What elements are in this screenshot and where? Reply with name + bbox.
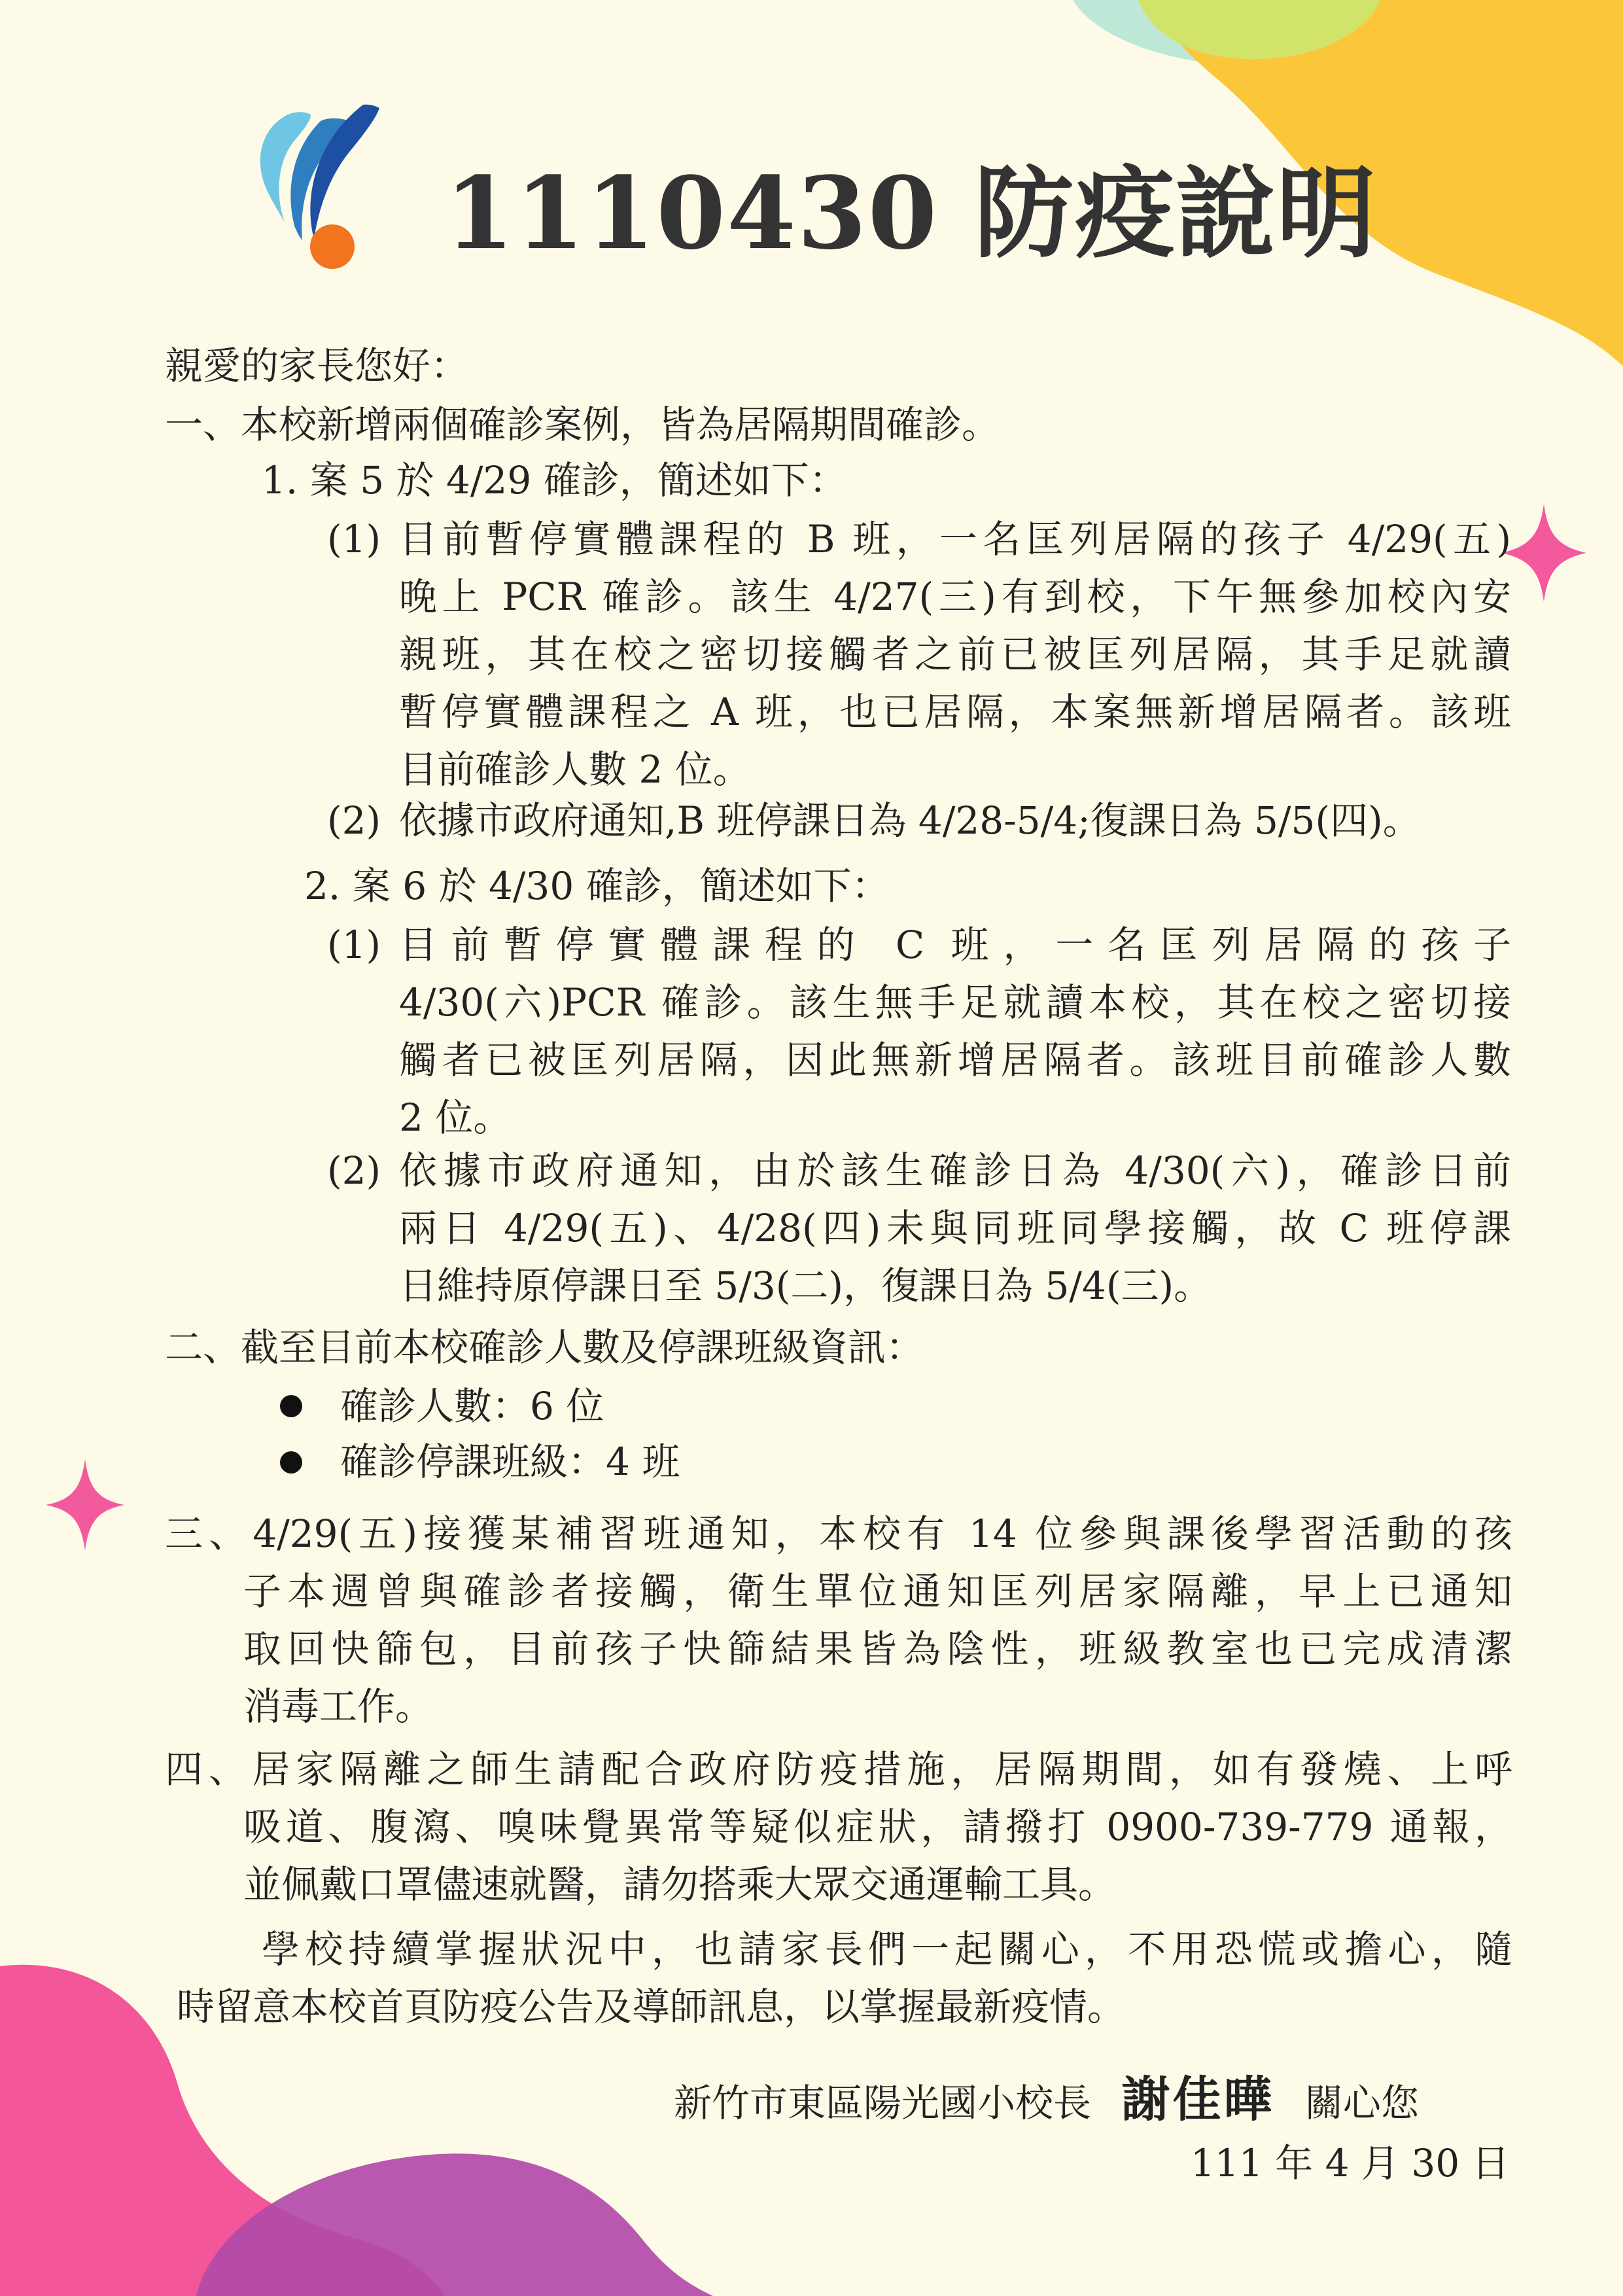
bullet-dot-icon <box>280 1395 302 1417</box>
closing-paragraph-cont: 時留意本校首頁防疫公告及導師訊息，以掌握最新疫情。 <box>177 1985 1126 2029</box>
bullet-suspended-classes: 確診停課班級：4 班 <box>340 1439 680 1484</box>
signature-date: 111 年 4 月 30 日 <box>1191 2141 1510 2185</box>
case5-item1-marker: (1) <box>327 517 381 561</box>
signature-suffix: 關心您 <box>1304 2081 1419 2125</box>
bullet-confirmed-count: 確診人數：6 位 <box>340 1384 604 1428</box>
case6-heading: 2. 案 6 於 4/30 確診，簡述如下： <box>304 864 890 908</box>
greeting: 親愛的家長您好： <box>165 344 469 388</box>
section1-heading: 一、本校新增兩個確診案例，皆為居隔期間確診。 <box>165 402 1000 447</box>
case6-item2-marker: (2) <box>327 1148 381 1193</box>
case6-item1-marker: (1) <box>327 923 381 967</box>
closing-paragraph: 學校持續掌握狀況中，也請家長們一起關心，不用恐慌或擔心，隨 <box>262 1927 1512 1971</box>
page-title: 1110430 防疫說明 <box>445 154 1378 272</box>
section4-paragraph: 四、居家隔離之師生請配合政府防疫措施，居隔期間，如有發燒、上呼 <box>165 1747 1512 1792</box>
principal-name: 謝佳曄 <box>1121 2072 1275 2128</box>
section4-paragraph-cont: 吸道、腹瀉、嗅味覺異常等疑似症狀，請撥打 0900-739-779 通報， 並佩戴口罩儘速就醫，請勿搭乘大眾交通運輸工具。 <box>243 1805 1512 1907</box>
case5-heading: 1. 案 5 於 4/29 確診，簡述如下： <box>262 458 847 503</box>
case5-item2-marker: (2) <box>327 798 381 843</box>
case5-item1-text: 目前暫停實體課程的 B 班，一名匡列居隔的孩子 4/29(五) 晚上 PCR 確診。該生 4/27(三)有到校，下午無參加校內安 親班，其在校之密切接觸者之前已被匡列居隔，其手足就讀 暫停實體課程之 A 班，也已居隔，本案無新增居隔者。該班 目前確診人數 2 位。 <box>399 517 1511 792</box>
bullet-dot-icon <box>280 1451 302 1474</box>
section3-paragraph: 三、4/29(五)接獲某補習班通知，本校有 14 位參與課後學習活動的孩 <box>165 1511 1512 1556</box>
case6-item2-text: 依據市政府通知，由於該生確診日為 4/30(六)，確診日前 兩日 4/29(五)、4/28(四)未與同班同學接觸，故 C 班停課 日維持原停課日至 5/3(二)，復課日為 5/4(三)。 <box>399 1148 1511 1308</box>
section3-paragraph-cont: 子本週曾與確診者接觸，衛生單位通知匡列居家隔離，早上已通知 取回快篩包，目前孩子快篩結果皆為陰性，班級教室也已完成清潔 消毒工作。 <box>243 1569 1512 1729</box>
signature-prefix: 新竹市東區陽光國小校長 <box>674 2081 1092 2125</box>
section2-heading: 二、截至目前本校確診人數及停課班級資訊： <box>165 1325 924 1369</box>
signature <box>674 2071 1419 2132</box>
school-logo-icon <box>249 101 386 272</box>
case6-item1-text: 目前暫停實體課程的 C 班，一名匡列居隔的孩子 4/30(六)PCR 確診。該生無手足就讀本校，其在校之密切接 觸者已被匡列居隔，因此無新增居隔者。該班目前確診人數 2 位。 <box>399 923 1511 1140</box>
case5-item2-text: 依據市政府通知,B 班停課日為 4/28-5/4;復課日為 5/5(四)。 <box>399 798 1421 843</box>
